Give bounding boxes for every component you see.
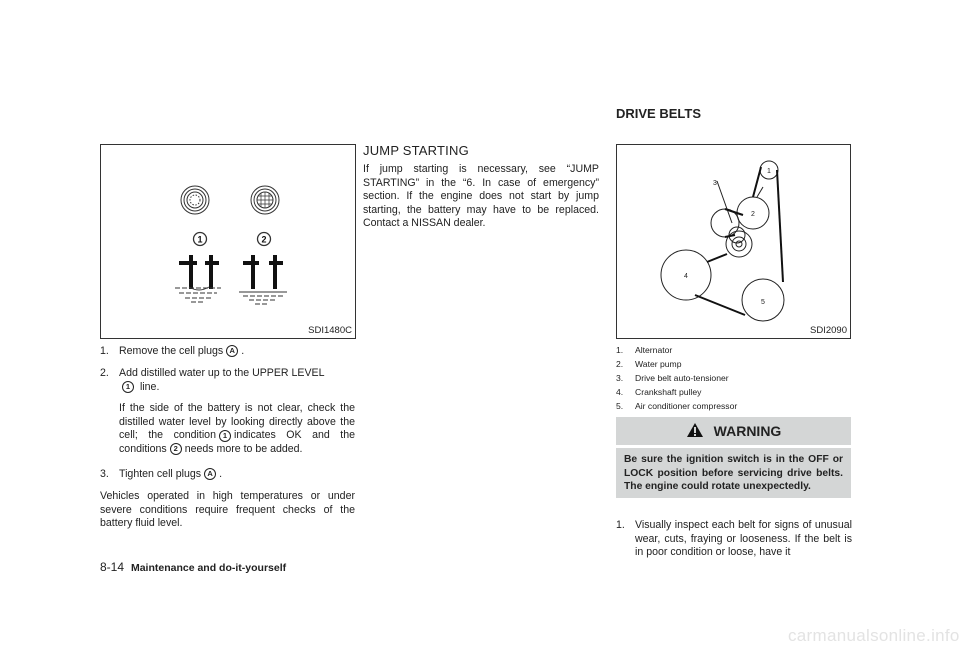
figure-label-2: 2 — [261, 234, 267, 245]
step-2 — [100, 367, 355, 457]
warning-triangle-icon — [686, 422, 704, 438]
note-text: If the side of the battery is not clear, check the distilled water level by looking directly above the cell; the condition — [119, 402, 355, 442]
legend-item — [616, 357, 852, 371]
legend-number: 2. — [616, 359, 624, 369]
battery-cell-illustration — [101, 145, 355, 338]
step-3 — [100, 468, 355, 482]
legend-label: Air conditioner compressor — [635, 401, 738, 411]
drive-belt-diagram — [617, 145, 850, 338]
step-number: 3. — [100, 468, 109, 480]
warning-header — [616, 417, 851, 445]
jump-starting-heading: JUMP STARTING — [363, 143, 469, 158]
drive-belt-figure — [616, 144, 851, 339]
section-name: Maintenance and do-it-yourself — [130, 562, 287, 574]
step-number: 1. — [100, 345, 109, 357]
step-punct: . — [219, 468, 223, 480]
note-text: needs more to be added. — [184, 442, 303, 455]
legend-label: Crankshaft pulley — [635, 387, 702, 397]
step-text: Tighten cell plugs — [119, 468, 202, 480]
pulley-label-1: 1 — [767, 168, 771, 175]
step-punct: . — [241, 345, 245, 357]
legend-number: 1. — [616, 345, 624, 355]
page-number: 8-14 — [100, 560, 125, 574]
marker-a-icon: A — [204, 468, 216, 480]
legend-item — [616, 399, 852, 413]
legend-item — [616, 385, 852, 399]
legend-label: Drive belt auto-tensioner — [635, 373, 729, 383]
step-2-note — [119, 402, 355, 456]
legend-number: 4. — [616, 387, 624, 397]
warning-title: WARNING — [713, 423, 782, 439]
legend-item — [616, 343, 852, 357]
legend-item — [616, 371, 852, 385]
legend-number: 3. — [616, 373, 624, 383]
inspect-step-1 — [616, 519, 852, 560]
step-1 — [100, 345, 355, 359]
legend-label: Alternator — [635, 345, 673, 355]
pulley-label-5: 5 — [761, 299, 765, 306]
watermark: carmanualsonline.info — [788, 626, 960, 645]
step-text-end: line. — [139, 380, 160, 393]
figure-code: SDI2090 — [810, 325, 847, 336]
marker-2-icon: 2 — [170, 443, 182, 455]
battery-level-figure — [100, 144, 356, 339]
marker-a-icon: A — [226, 345, 238, 357]
figure-label-1: 1 — [197, 234, 203, 245]
page-footer — [100, 560, 286, 574]
step-number: 1. — [616, 519, 625, 531]
legend-label: Water pump — [635, 359, 682, 369]
step-text: Remove the cell plugs — [119, 345, 224, 357]
marker-1-icon: 1 — [122, 381, 134, 393]
pulley-label-3: 3 — [713, 180, 717, 187]
drive-belts-heading: DRIVE BELTS — [616, 106, 701, 121]
pulley-label-2: 2 — [751, 211, 755, 218]
drive-belt-legend — [616, 343, 852, 413]
step-text: Add distilled water up to the UPPER LEVEL — [119, 367, 325, 379]
note-text: indicates OK and the conditions — [119, 429, 356, 455]
legend-number: 5. — [616, 401, 624, 411]
marker-1-icon: 1 — [219, 430, 231, 442]
jump-starting-body: If jump starting is necessary, see “JUMP STARTING” in the “6. In case of emergency” section. If the engine does not start by jump starting, the battery may have to be replaced. Contact a NISSAN dealer. — [363, 163, 599, 230]
step-number: 2. — [100, 367, 109, 379]
figure-code: SDI1480C — [308, 325, 352, 336]
warning-text: Be sure the ignition switch is in the OFF or LOCK position before servicing drive belts. The engine could rotate unexpectedly. — [616, 448, 851, 498]
warning-box — [616, 417, 851, 498]
pulley-label-4: 4 — [684, 273, 688, 280]
closing-paragraph: Vehicles operated in high temperatures or under severe conditions require frequent checks of the battery fluid level. — [100, 490, 355, 530]
step-text: Visually inspect each belt for signs of unusual wear, cuts, fraying or looseness. If the belt is in poor condition or loose, have it — [635, 519, 852, 559]
